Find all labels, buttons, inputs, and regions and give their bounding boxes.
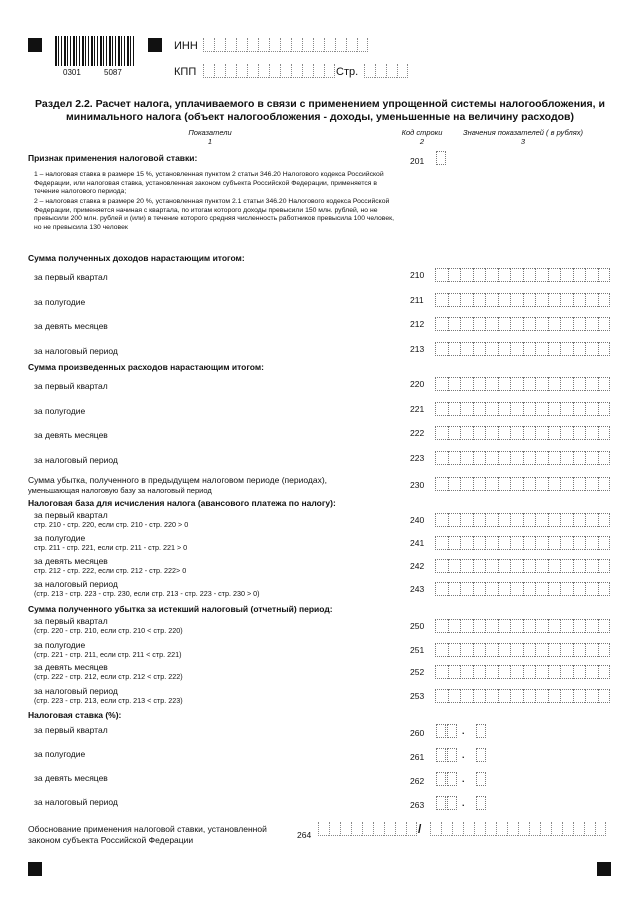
expenses-row-label: за девять месяцев — [34, 430, 108, 440]
loss-row-label: за девять месяцев — [34, 662, 108, 672]
rate-row-label: за девять месяцев — [34, 773, 108, 783]
loss-value-field-250[interactable] — [435, 619, 610, 633]
loss-prev-label-line2: уменьшающая налоговую базу за налоговый период — [28, 486, 212, 495]
line-code-261: 261 — [410, 752, 425, 762]
corner-marker-bottom-left — [28, 862, 42, 876]
tax-base-value-field-241[interactable] — [435, 536, 610, 550]
loss-row-label: за полугодие — [34, 640, 86, 650]
income-row-label: за налоговый период — [34, 346, 118, 356]
rate-decimal-separator: . — [462, 750, 465, 760]
rate-decimal-field-260[interactable] — [476, 724, 487, 738]
line-code-213: 213 — [410, 344, 425, 354]
expenses-value-field-221[interactable] — [435, 402, 610, 416]
loss-prev-value-field-230[interactable] — [435, 477, 610, 491]
column-header-values-num: 3 — [520, 137, 526, 146]
expenses-value-field-222[interactable] — [435, 426, 610, 440]
rate-sign-field[interactable] — [436, 151, 447, 165]
tax-base-value-field-243[interactable] — [435, 582, 610, 596]
rate-decimal-separator: . — [462, 726, 465, 736]
tax-base-row-formula: стр. 210 - стр. 220, если стр. 210 - стр. 220 > 0 — [34, 520, 189, 529]
column-header-values: Значения показателей ( в рублях) — [462, 128, 584, 137]
justification-article-field[interactable] — [430, 822, 606, 836]
loss-row-label: за налоговый период — [34, 686, 118, 696]
expenses-value-field-223[interactable] — [435, 451, 610, 465]
income-section-label: Сумма полученных доходов нарастающим итогом: — [28, 253, 245, 263]
inn-field[interactable] — [203, 38, 368, 52]
tax-base-row-label: за налоговый период — [34, 579, 118, 589]
column-header-indicators-num: 1 — [207, 137, 213, 146]
tax-base-row-formula: стр. 211 - стр. 221, если стр. 211 - стр. 221 > 0 — [34, 543, 188, 552]
line-code-263: 263 — [410, 800, 425, 810]
loss-row-label: за первый квартал — [34, 616, 108, 626]
tax-base-row-label: за девять месяцев — [34, 556, 108, 566]
line-code-264: 264 — [297, 830, 312, 840]
expenses-value-field-220[interactable] — [435, 377, 610, 391]
line-code-243: 243 — [410, 584, 425, 594]
tax-base-row-formula: (стр. 213 - стр. 223 - стр. 230, если стр. 213 - стр. 223 - стр. 230 > 0) — [34, 589, 260, 598]
line-code-262: 262 — [410, 776, 425, 786]
column-header-indicators: Показатели — [188, 128, 232, 137]
tax-base-row-label: за полугодие — [34, 533, 86, 543]
rate-decimal-field-261[interactable] — [476, 748, 487, 762]
column-header-code-num: 2 — [419, 137, 425, 146]
line-code-251: 251 — [410, 645, 425, 655]
rate-value-field-260[interactable] — [436, 724, 458, 738]
page-label: Стр. — [336, 66, 359, 78]
rate-decimal-separator: . — [462, 798, 465, 808]
barcode-number-2: 5087 — [104, 68, 122, 77]
rate-decimal-separator: . — [462, 774, 465, 784]
rate-sign-label: Признак применения налоговой ставки: — [28, 153, 198, 163]
tax-base-value-field-242[interactable] — [435, 559, 610, 573]
tax-base-row-label: за первый квартал — [34, 510, 108, 520]
loss-row-formula: (стр. 220 - стр. 210, если стр. 210 < стр. 220) — [34, 626, 183, 635]
income-value-field-211[interactable] — [435, 293, 610, 307]
loss-row-formula: (стр. 222 - стр. 212, если стр. 212 < стр. 222) — [34, 672, 183, 681]
rate-value-field-261[interactable] — [436, 748, 458, 762]
line-code-250: 250 — [410, 621, 425, 631]
loss-row-formula: (стр. 223 - стр. 213, если стр. 213 < стр. 223) — [34, 696, 183, 705]
line-code-210: 210 — [410, 270, 425, 280]
line-code-221: 221 — [410, 404, 425, 414]
loss-value-field-252[interactable] — [435, 665, 610, 679]
income-value-field-212[interactable] — [435, 317, 610, 331]
barcode-image — [55, 36, 135, 66]
line-code-212: 212 — [410, 319, 425, 329]
income-value-field-210[interactable] — [435, 268, 610, 282]
line-code-211: 211 — [410, 295, 424, 305]
expenses-row-label: за первый квартал — [34, 381, 108, 391]
expenses-row-label: за полугодие — [34, 406, 86, 416]
tax-base-value-field-240[interactable] — [435, 513, 610, 527]
justification-label-line2: законом субъекта Российской Федерации — [28, 835, 194, 845]
kpp-field[interactable] — [203, 64, 335, 78]
tax-base-section-label: Налоговая база для исчисления налога (авансового платежа по налогу): — [28, 498, 336, 508]
line-code-240: 240 — [410, 515, 425, 525]
corner-marker-top-left — [28, 38, 42, 52]
kpp-label: КПП — [174, 66, 197, 78]
rate-row-label: за полугодие — [34, 749, 86, 759]
corner-marker-top-mid — [148, 38, 162, 52]
line-code-201: 201 — [410, 156, 425, 166]
rate-row-label: за первый квартал — [34, 725, 108, 735]
rate-sign-note-1: 1 – налоговая ставка в размере 15 %, установленная пунктом 2 статьи 346.20 Налогового кодекса Российской Федерации, или налоговая ставка, установленная законом субъекта Российской Федерации, применяется в течение налогового периода; — [34, 171, 384, 195]
line-code-242: 242 — [410, 561, 425, 571]
line-code-260: 260 — [410, 728, 425, 738]
corner-marker-bottom-right — [597, 862, 611, 876]
inn-label: ИНН — [174, 40, 198, 52]
line-code-230: 230 — [410, 480, 425, 490]
rate-sign-note-2: 2 – налоговая ставка в размере 20 %, установленная пунктом 2.1 статьи 346.20 Налогового кодекса Российской Федерации, применяется начиная с квартала, по итогам которого доходы превысили 150 млн. рублей, но не превысили 200 млн. рублей и (или) в течение которого средняя численность работников превысила 100 человек, но не превысила 130 человек — [34, 198, 394, 231]
line-code-253: 253 — [410, 691, 425, 701]
section-title: Раздел 2.2. Расчет налога, уплачиваемого в связи с применением упрощенной системы налогообложения, и минимального налога (объект налогообложения - доходы, уменьшенные на величину расходов) — [35, 98, 605, 123]
line-code-222: 222 — [410, 428, 425, 438]
loss-prev-label-line1: Сумма убытка, полученного в предыдущем налоговом периоде (периодах), — [28, 475, 328, 485]
line-code-241: 241 — [410, 538, 425, 548]
rate-row-label: за налоговый период — [34, 797, 118, 807]
justification-label-line1: Обоснование применения налоговой ставки, установленной — [28, 824, 267, 834]
line-code-252: 252 — [410, 667, 425, 677]
line-code-223: 223 — [410, 453, 425, 463]
loss-value-field-251[interactable] — [435, 643, 610, 657]
loss-section-label: Сумма полученного убытка за истекший налоговый (отчетный) период: — [28, 604, 333, 614]
justification-separator: / — [418, 822, 422, 836]
rate-section-label: Налоговая ставка (%): — [28, 710, 122, 720]
income-row-label: за девять месяцев — [34, 321, 108, 331]
barcode-number-1: 0301 — [63, 68, 81, 77]
justification-code-field[interactable] — [318, 822, 417, 836]
page-number-field[interactable] — [364, 64, 408, 78]
expenses-row-label: за налоговый период — [34, 455, 118, 465]
loss-row-formula: (стр. 221 - стр. 211, если стр. 211 < стр. 221) — [34, 650, 182, 659]
line-code-220: 220 — [410, 379, 425, 389]
rate-decimal-field-262[interactable] — [476, 772, 487, 786]
income-value-field-213[interactable] — [435, 342, 610, 356]
loss-value-field-253[interactable] — [435, 689, 610, 703]
rate-value-field-263[interactable] — [436, 796, 458, 810]
income-row-label: за полугодие — [34, 297, 86, 307]
income-row-label: за первый квартал — [34, 272, 108, 282]
rate-value-field-262[interactable] — [436, 772, 458, 786]
tax-base-row-formula: стр. 212 - стр. 222, если стр. 212 - стр. 222> 0 — [34, 566, 187, 575]
rate-decimal-field-263[interactable] — [476, 796, 487, 810]
expenses-section-label: Сумма произведенных расходов нарастающим итогом: — [28, 362, 264, 372]
column-header-code: Код строки — [401, 128, 443, 137]
